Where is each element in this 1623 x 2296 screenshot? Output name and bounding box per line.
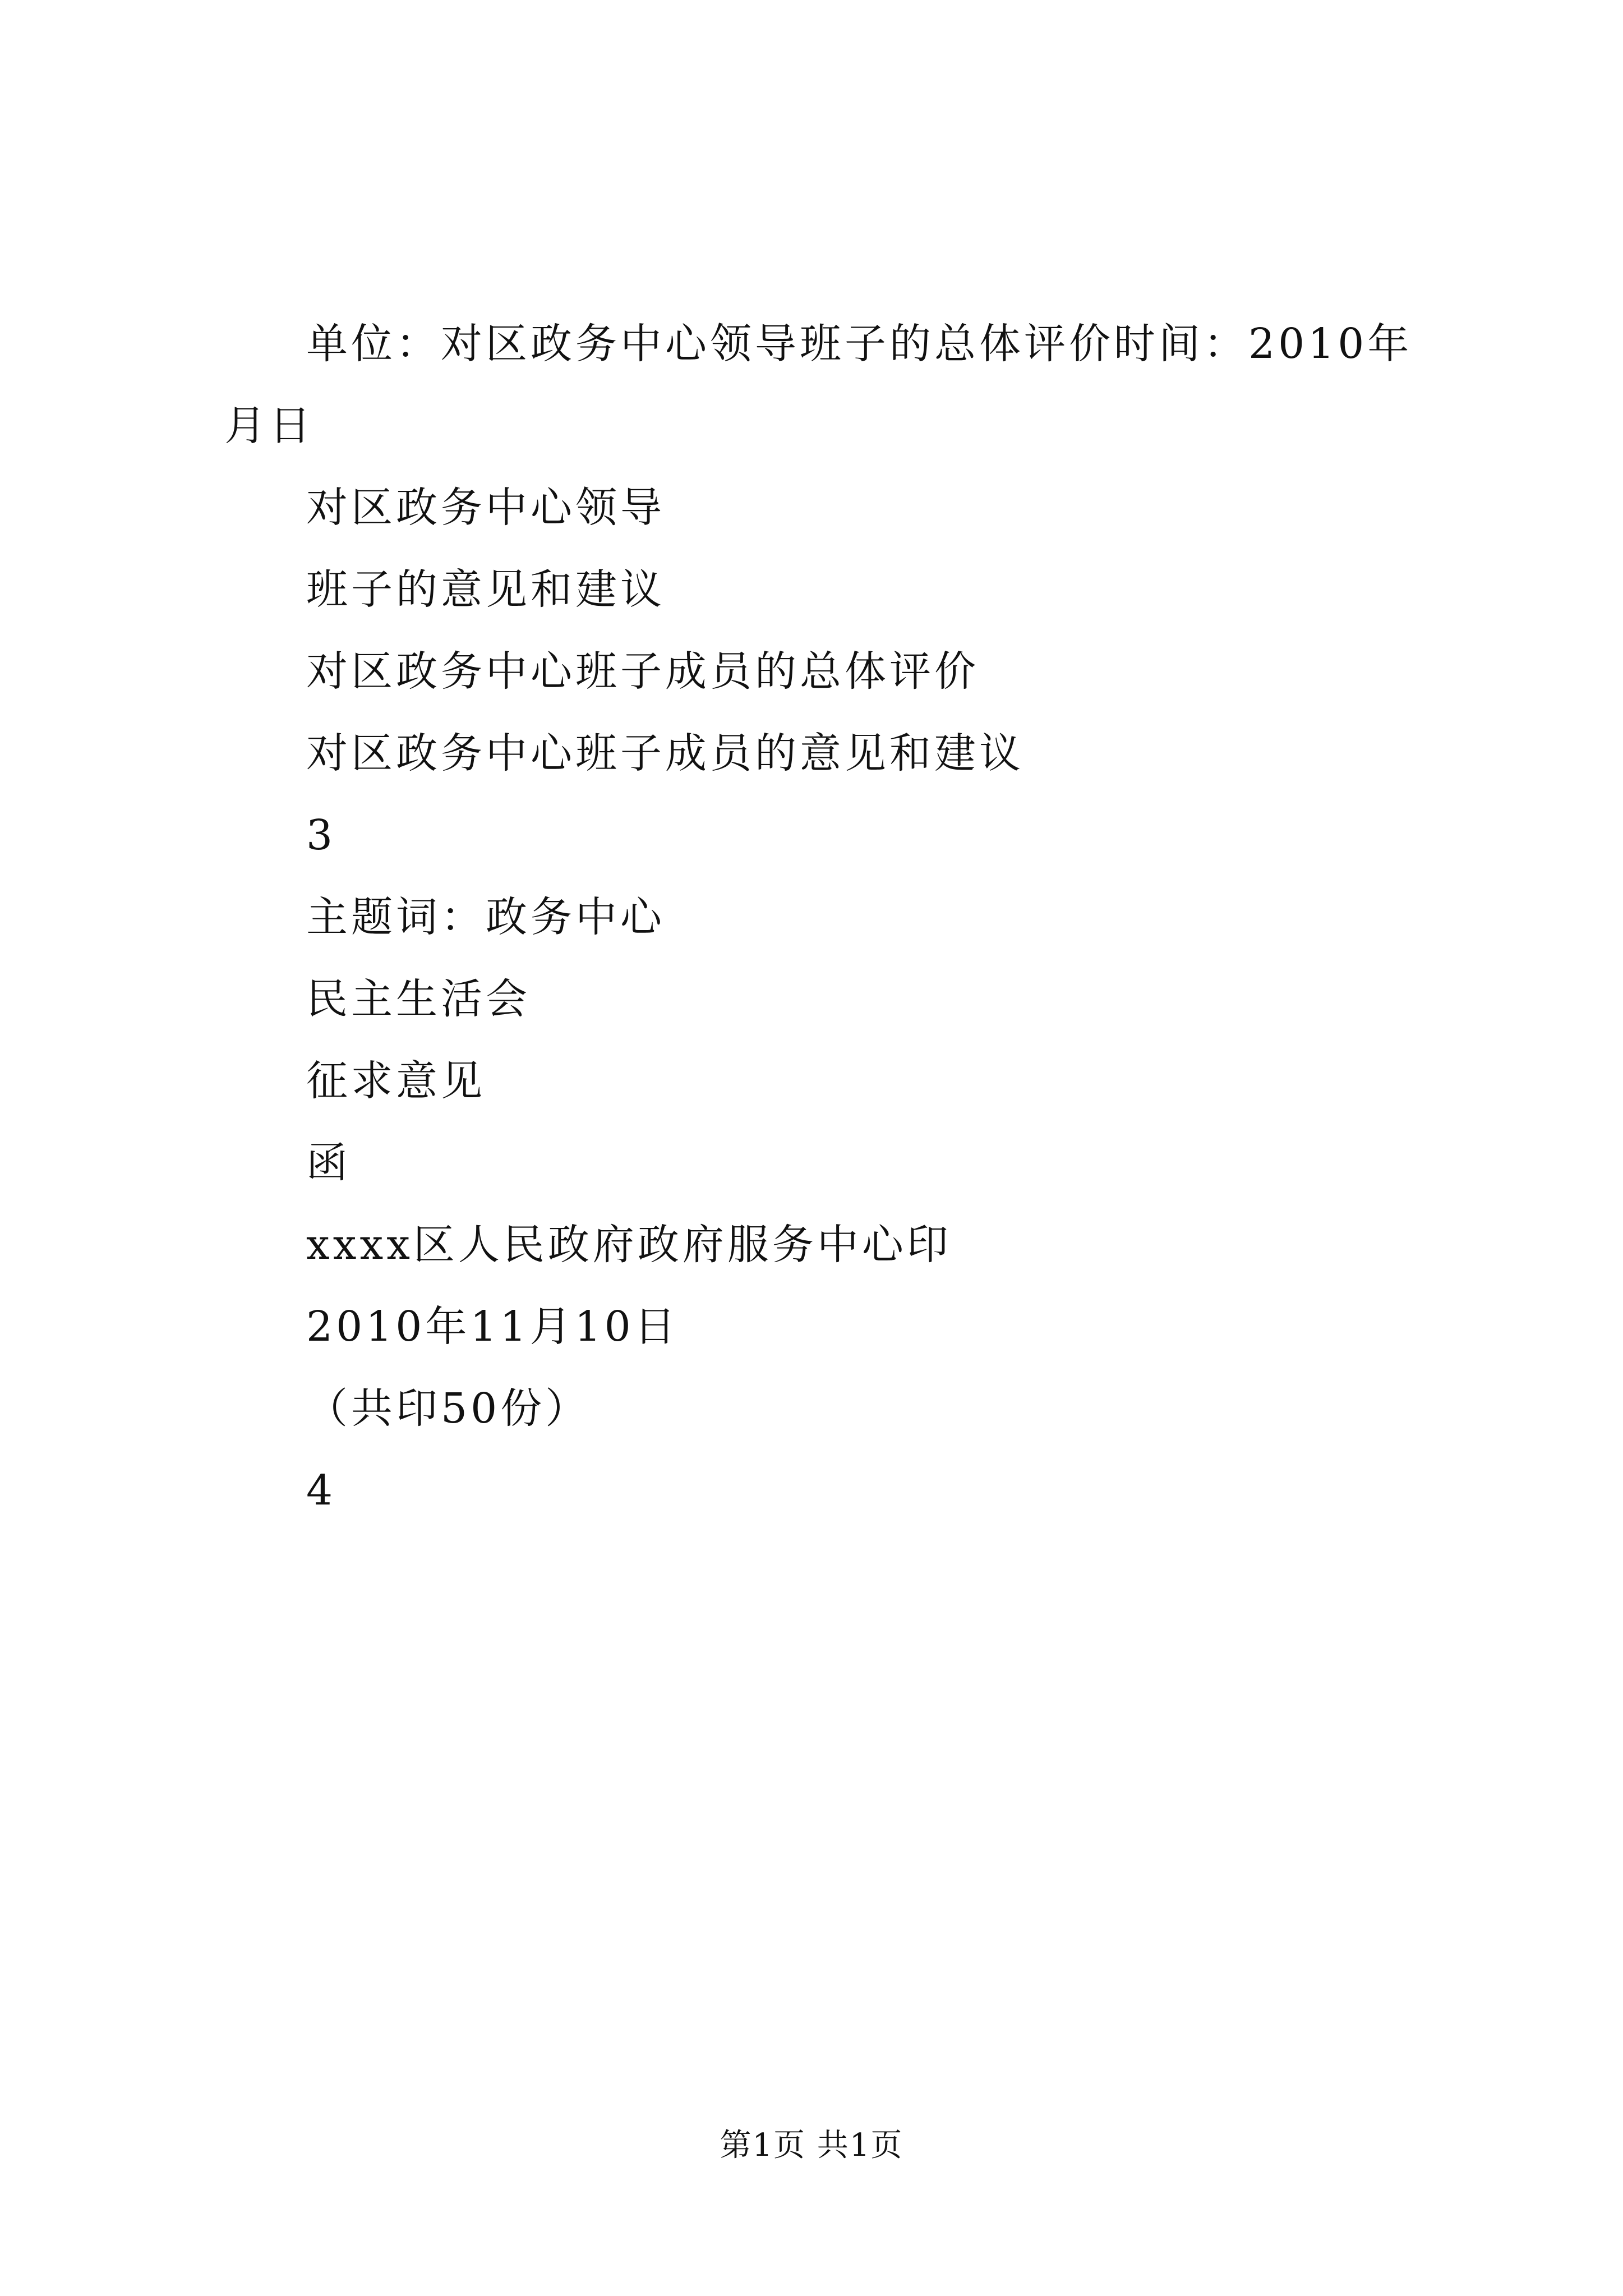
print-count-line: （共印50份） bbox=[306, 1384, 591, 1433]
page-number-3: 3 bbox=[306, 811, 336, 859]
members-suggestions-line: 对区政务中心班子成员的意见和建议 bbox=[306, 729, 1024, 777]
subject-word-2: 民主生活会 bbox=[306, 975, 531, 1023]
unit-evaluation-line: 单位：对区政务中心领导班子的总体评价时间：2010年月日 bbox=[224, 320, 1413, 450]
issue-date-line: 2010年11月10日 bbox=[306, 1303, 679, 1351]
leadership-heading-line-2: 班子的意见和建议 bbox=[306, 565, 665, 614]
members-evaluation-line: 对区政务中心班子成员的总体评价 bbox=[306, 647, 979, 696]
page-footer: 第1页 共1页 bbox=[720, 2127, 903, 2164]
leadership-heading-line-1: 对区政务中心领导 bbox=[306, 484, 665, 532]
issuer-line: xxxx区人民政府政府服务中心印 bbox=[306, 1221, 952, 1269]
document-body bbox=[224, 303, 1424, 1531]
subject-word-4: 函 bbox=[306, 1139, 351, 1187]
page-number-4: 4 bbox=[306, 1466, 336, 1515]
subject-word-3: 征求意见 bbox=[306, 1057, 486, 1105]
subject-words-line: 主题词：政务中心 bbox=[306, 893, 665, 941]
